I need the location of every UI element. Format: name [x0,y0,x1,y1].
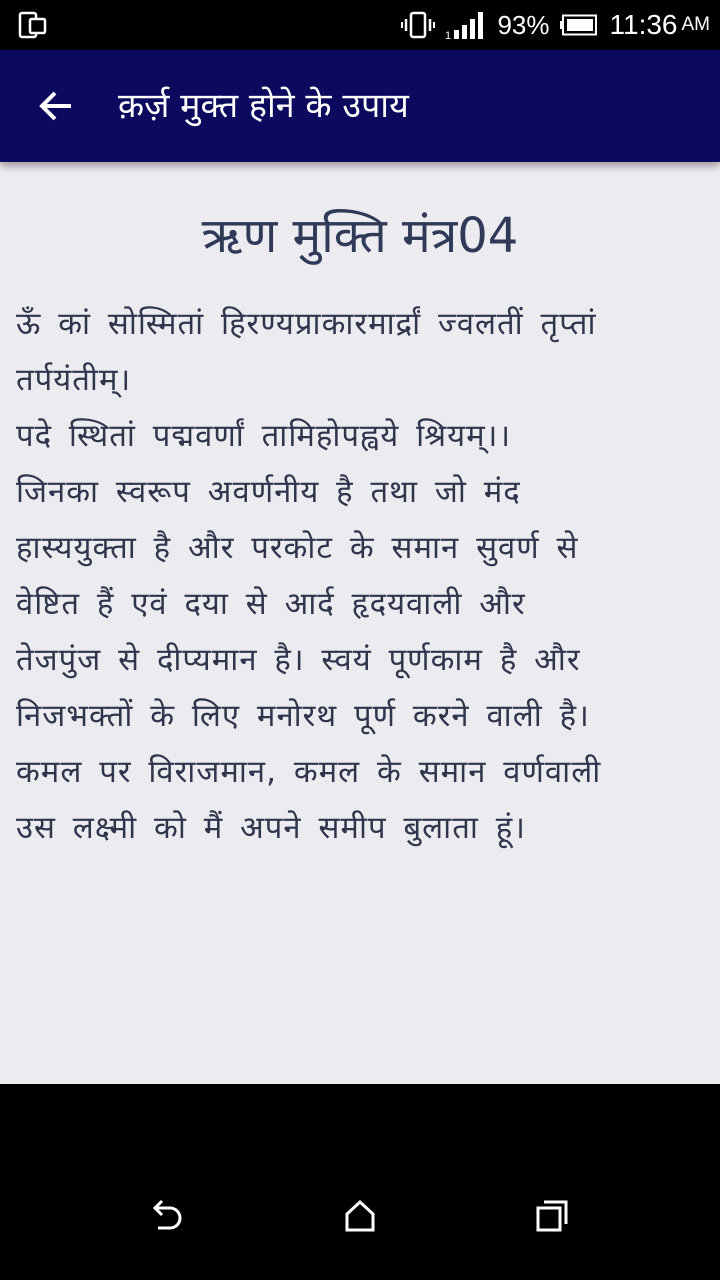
text-line: जिनका स्वरूप अवर्णनीय है तथा जो मंद [16,474,521,510]
nav-recent-apps-button[interactable] [520,1184,584,1248]
text-line: निजभक्तों के लिए मनोरथ पूर्ण करने वाली है। [16,698,590,734]
app-bar [0,50,720,162]
mantra-heading: ऋण मुक्ति मंत्र04 [201,208,519,264]
home-icon [340,1196,380,1236]
text-line: हास्ययुक्ता है और परकोट के समान सुवर्ण से [16,530,579,566]
battery-icon [560,14,598,36]
clock-ampm: AM [681,14,710,35]
arrow-left-icon [36,86,76,126]
nav-home-button[interactable] [328,1184,392,1248]
battery-percent: 93% [497,9,550,40]
status-bar [0,0,720,50]
back-button[interactable] [26,76,86,136]
status-icons [401,0,710,50]
svg-text:1: 1 [445,30,452,40]
back-icon [146,1196,186,1236]
clock-time: 11:36 [609,9,678,40]
recent-apps-icon [532,1196,572,1236]
text-line: ऊँ कां सोस्मितां हिरण्यप्राकारमार्द्रां ज्वलतीं तृप्तां [16,306,597,342]
nav-back-button[interactable] [134,1184,198,1248]
text-line: तर्पयंतीम्। [16,362,132,398]
screen-mirror-icon [18,11,48,39]
text-line: वेष्टित हैं एवं दया से आर्द हृदयवाली और [16,586,526,622]
text-line: तेजपुंज से दीप्यमान है। स्वयं पूर्णकाम है और [16,642,581,678]
signal-icon [445,10,489,40]
text-line: कमल पर विराजमान, कमल के समान वर्णवाली [16,754,602,790]
mantra-text [16,296,706,856]
text-line: पदे स्थितां पद्मवर्णां तामिहोपह्वये श्रियम्।। [16,418,512,454]
app-title: क़र्ज़ मुक्त होने के उपाय [118,86,409,126]
text-line: उस लक्ष्मी को मैं अपने समीप बुलाता हूं। [16,810,526,846]
vibrate-icon [401,11,435,39]
content-area[interactable] [0,162,720,1084]
navigation-bar [0,1084,720,1280]
